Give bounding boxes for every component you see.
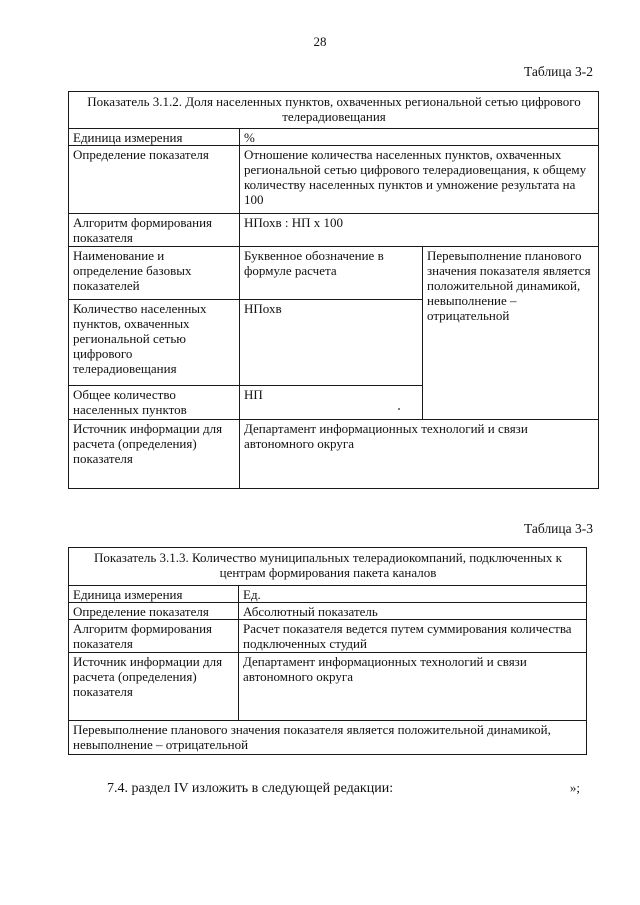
row-label-total-settlements: Общее количество населенных пунктов xyxy=(69,386,240,420)
row-value-total-settlements: НП xyxy=(240,386,423,420)
scan-speck xyxy=(398,408,400,410)
row-value-definition: Отношение количества населенных пунктов, охваченных региональной сетью цифрового телерадиовещания, к общему количеству населенных пунктов и умножение результата на 100 xyxy=(240,146,599,214)
table-footer-note: Перевыполнение планового значения показателя является положительной динамикой, невыполнение – отрицательной xyxy=(69,721,587,755)
row-label-definition: Определение показателя xyxy=(69,146,240,214)
row-value-covered-settlements: НПохв xyxy=(240,300,423,386)
table-header: Показатель 3.1.2. Доля населенных пунктов, охваченных региональной сетью цифрового телерадиовещания xyxy=(69,92,599,129)
dynamics-note: Перевыполнение планового значения показателя является положительной динамикой, невыполнение – отрицательной xyxy=(423,247,599,420)
closing-quote-mark: »; xyxy=(569,780,580,795)
next-paragraph: 7.4. раздел IV изложить в следующей редакции: xyxy=(107,781,394,796)
row-label-unit: Единица измерения xyxy=(69,129,240,146)
table-header: Показатель 3.1.3. Количество муниципальных телерадиокомпаний, подключенных к центрам формирования пакета каналов xyxy=(69,548,587,586)
row-value-source: Департамент информационных технологий и связи автономного округа xyxy=(239,653,587,721)
row-value-unit: Ед. xyxy=(239,586,587,603)
row-label-source: Источник информации для расчета (определения) показателя xyxy=(69,653,239,721)
row-label-source: Источник информации для расчета (определения) показателя xyxy=(69,420,240,489)
table-caption-3-3: Таблица 3-3 xyxy=(524,521,593,536)
row-label-algorithm: Алгоритм формирования показателя xyxy=(69,214,240,247)
row-value-algorithm: НПохв : НП х 100 xyxy=(240,214,599,247)
indicator-table-3-1-2 xyxy=(68,91,599,489)
row-value-definition: Абсолютный показатель xyxy=(239,603,587,620)
table-caption-3-2: Таблица 3-2 xyxy=(524,64,593,79)
indicator-table-3-1-3 xyxy=(68,547,587,755)
row-label-unit: Единица измерения xyxy=(69,586,239,603)
row-label-base-indicators: Наименование и определение базовых показателей xyxy=(69,247,240,300)
row-value-source: Департамент информационных технологий и связи автономного округа xyxy=(240,420,599,489)
page-number: 28 xyxy=(313,34,327,49)
base-symbol-header: Буквенное обозначение в формуле расчета xyxy=(240,247,423,300)
row-value-unit: % xyxy=(240,129,599,146)
row-value-algorithm: Расчет показателя ведется путем суммирования количества подключенных студий xyxy=(239,620,587,653)
row-label-covered-settlements: Количество населенных пунктов, охваченных региональной сетью цифрового телерадиовещания xyxy=(69,300,240,386)
row-label-definition: Определение показателя xyxy=(69,603,239,620)
row-label-algorithm: Алгоритм формирования показателя xyxy=(69,620,239,653)
